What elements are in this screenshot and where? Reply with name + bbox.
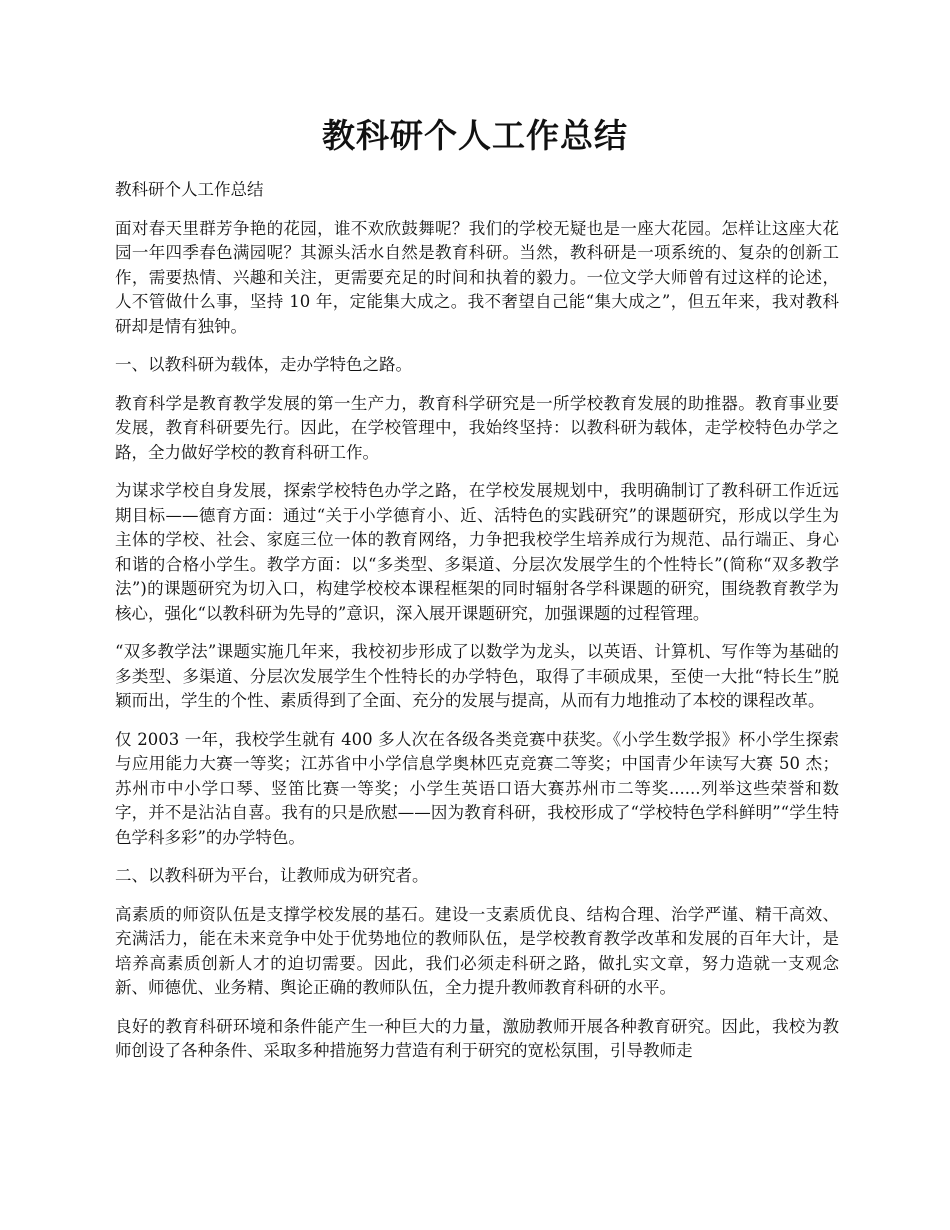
intro-paragraph: 面对春天里群芳争艳的花园，谁不欢欣鼓舞呢？我们的学校无疑也是一座大花园。怎样让这座大花园一年四季春色满园呢？其源头活水自然是教育科研。当然，教科研是一项系统的、复杂的创新工作，需要热情、兴趣和关注，更需要充足的时间和执着的毅力。一位文学大师曾有过这样的论述，人不管做什么事，坚持 10 年，定能集大成之。我不奢望自己能“集大成之”，但五年来，我对教科研却是情有独钟。	[115, 218, 839, 336]
body-paragraph: 为谋求学校自身发展，探索学校特色办学之路，在学校发展规划中，我明确制订了教科研工作近远期目标——德育方面：通过“关于小学德育小、近、活特色的实践研究”的课题研究，形成以学生为主体的学校、社会、家庭三位一体的教育网络，力争把我校学生培养成行为规范、品行端正、身心和谐的合格小学生。教学方面：以“多类型、多渠道、分层次发展学生的个性特长”(简称“双多教学法”)的课题研究为切入口，构建学校校本课程框架的同时辐射各学科课题的研究，围绕教育教学为核心，强化“以教科研为先导的”意识，深入展开课题研究，加强课题的过程管理。	[115, 481, 839, 623]
section-heading-2: 二、以教科研为平台，让教师成为研究者。	[115, 866, 429, 885]
body-paragraph: 高素质的师资队伍是支撑学校发展的基石。建设一支素质优良、结构合理、治学严谨、精干高效、充满活力，能在未来竞争中处于优势地位的教师队伍，是学校教育教学改革和发展的百年大计，是培养高素质创新人才的迫切需要。因此，我们必须走科研之路，做扎实文章，努力造就一支观念新、师德优、业务精、舆论正确的教师队伍，全力提升教师教育科研的水平。	[115, 904, 839, 997]
subtitle-paragraph: 教科研个人工作总结	[115, 180, 264, 199]
body-paragraph: 仅 2003 一年，我校学生就有 400 多人次在各级各类竞赛中获奖。《小学生数学报》杯小学生探索与应用能力大赛一等奖；江苏省中小学信息学奥林匹克竞赛二等奖；中国青少年读写大赛 50 杰；苏州市中小学口琴、竖笛比赛一等奖；小学生英语口语大赛苏州市二等奖......列举这些荣誉和数字，并不是沾沾自喜。我有的只是欣慰——因为教育科研，我校形成了“学校特色学科鲜明”“学生特色学科多彩”的办学特色。	[115, 729, 839, 847]
document-body	[115, 178, 839, 1078]
body-paragraph: 教育科学是教育教学发展的第一生产力，教育科学研究是一所学校教育发展的助推器。教育事业要发展，教育科研要先行。因此，在学校管理中，我始终坚持：以教科研为载体，走学校特色办学之路，全力做好学校的教育科研工作。	[115, 393, 839, 462]
body-paragraph: “双多教学法”课题实施几年来，我校初步形成了以数学为龙头，以英语、计算机、写作等为基础的多类型、多渠道、分层次发展学生个性特长的办学特色，取得了丰硕成果，至使一大批“特长生”脱颖而出，学生的个性、素质得到了全面、充分的发展与提高，从而有力地推动了本校的课程改革。	[115, 642, 839, 710]
body-paragraph: 良好的教育科研环境和条件能产生一种巨大的力量，激励教师开展各种教育研究。因此，我校为教师创设了各种条件、采取多种措施努力营造有利于研究的宽松氛围，引导教师走	[115, 1016, 839, 1060]
document-title: 教科研个人工作总结	[322, 116, 628, 155]
section-heading-1: 一、以教科研为载体，走办学特色之路。	[115, 355, 412, 374]
